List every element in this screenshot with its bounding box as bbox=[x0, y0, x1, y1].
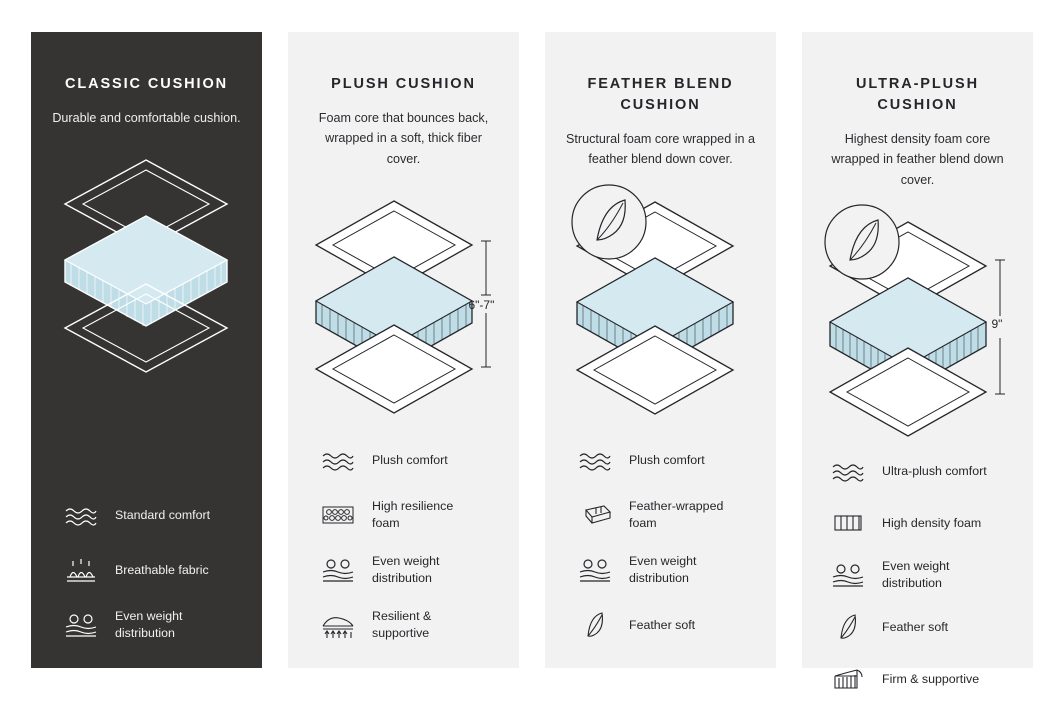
card-description: Highest density foam core wrapped in feather blend down cover. bbox=[831, 132, 1004, 187]
even-weight-icon bbox=[318, 553, 358, 587]
feature-list-plush bbox=[308, 443, 499, 650]
feature-list-feather-blend bbox=[565, 443, 756, 650]
list-item bbox=[318, 553, 499, 587]
list-item-label: Even weight distribution bbox=[629, 554, 697, 585]
list-item-label: High density foam bbox=[882, 515, 982, 530]
cushion-diagram-classic bbox=[49, 142, 245, 392]
dimension-label: 6"-7" bbox=[468, 298, 495, 313]
page-title: CLASSIC CUSHION bbox=[64, 76, 229, 92]
list-item-label: Even weight distribution bbox=[372, 554, 440, 585]
cushion-diagram-plush bbox=[306, 183, 502, 433]
list-item-label: Plush comfort bbox=[372, 452, 448, 467]
wavy-lines-icon bbox=[318, 443, 358, 477]
high-density-foam-icon bbox=[828, 506, 868, 540]
leaf-icon bbox=[575, 608, 615, 642]
feature-list-ultra-plush bbox=[822, 454, 1013, 704]
card-ultra-plush-cushion[interactable] bbox=[802, 32, 1033, 686]
card-description: Durable and comfortable cushion. bbox=[52, 111, 241, 126]
leaf-icon bbox=[828, 610, 868, 644]
list-item bbox=[61, 553, 242, 587]
card-description: Foam core that bounces back, wrapped in a soft, thick fiber cover. bbox=[318, 111, 489, 166]
list-item bbox=[828, 662, 1013, 696]
list-item bbox=[318, 608, 499, 642]
list-item-label: Feather-wrapped foam bbox=[629, 499, 724, 530]
card-classic-cushion[interactable] bbox=[31, 32, 262, 668]
card-plush-cushion[interactable] bbox=[288, 32, 519, 668]
page-title: ULTRA-PLUSH CUSHION bbox=[856, 76, 979, 114]
exploded-cushion-illustration bbox=[49, 142, 245, 392]
list-item-label: Even weight distribution bbox=[882, 559, 950, 591]
list-item-label: Plush comfort bbox=[629, 452, 705, 467]
leaf-badge-icon bbox=[825, 205, 899, 279]
list-item-label: Breathable fabric bbox=[115, 562, 209, 577]
list-item bbox=[828, 506, 1013, 540]
list-item-label: Firm & supportive bbox=[882, 671, 980, 686]
even-weight-icon bbox=[61, 608, 101, 642]
wavy-lines-icon bbox=[828, 454, 868, 488]
list-item bbox=[61, 498, 242, 532]
list-item bbox=[828, 454, 1013, 488]
list-item-label: Feather soft bbox=[629, 617, 696, 632]
list-item bbox=[575, 498, 756, 532]
base-layer bbox=[577, 326, 733, 414]
foam-core-layer bbox=[65, 216, 227, 326]
base-layer bbox=[830, 348, 986, 436]
feather-wrapped-foam-icon bbox=[575, 498, 615, 532]
card-feather-blend-cushion[interactable] bbox=[545, 32, 776, 668]
list-item-label: Even weight distribution bbox=[115, 609, 183, 640]
feature-list-classic bbox=[51, 498, 242, 650]
dimension-label: 9" bbox=[991, 317, 1003, 332]
list-item bbox=[575, 443, 756, 477]
even-weight-icon bbox=[575, 553, 615, 587]
list-item-label: Resilient & supportive bbox=[372, 609, 432, 640]
exploded-cushion-illustration bbox=[820, 204, 1016, 454]
cushion-diagram-feather-blend bbox=[563, 184, 759, 434]
list-item-label: High resilience foam bbox=[372, 499, 454, 530]
wavy-lines-icon bbox=[575, 443, 615, 477]
exploded-cushion-illustration bbox=[563, 184, 759, 434]
page-title: FEATHER BLEND CUSHION bbox=[587, 76, 734, 114]
list-item bbox=[828, 610, 1013, 644]
breathable-fabric-icon bbox=[61, 553, 101, 587]
list-item-label: Ultra-plush comfort bbox=[882, 463, 987, 478]
base-layer bbox=[316, 325, 472, 413]
list-item-label: Standard comfort bbox=[115, 507, 211, 522]
list-item bbox=[318, 443, 499, 477]
honeycomb-foam-icon bbox=[318, 498, 358, 532]
list-item bbox=[828, 558, 1013, 592]
list-item bbox=[575, 553, 756, 587]
firm-support-icon bbox=[828, 662, 868, 696]
card-description: Structural foam core wrapped in a feather blend down cover. bbox=[566, 132, 755, 167]
list-item bbox=[61, 608, 242, 642]
cushion-diagram-ultra-plush bbox=[820, 204, 1016, 454]
page-title: PLUSH CUSHION bbox=[331, 76, 476, 92]
list-item bbox=[318, 498, 499, 532]
list-item-label: Feather soft bbox=[882, 619, 949, 634]
leaf-badge-icon bbox=[572, 185, 646, 259]
even-weight-icon bbox=[828, 558, 868, 592]
list-item bbox=[575, 608, 756, 642]
resilient-support-icon bbox=[318, 608, 358, 642]
wavy-lines-icon bbox=[61, 498, 101, 532]
